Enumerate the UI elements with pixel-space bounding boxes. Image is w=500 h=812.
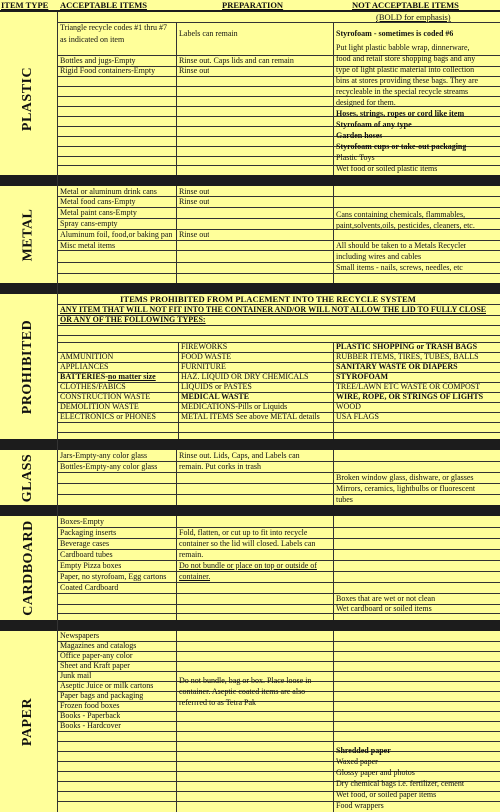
row-line: [57, 731, 500, 732]
not-acceptable-item: Garden hoses: [336, 131, 383, 140]
not-acceptable-item: Styrofoam cups or take-out packaging: [336, 142, 467, 151]
not-acceptable-item: paint,solvents,oils, pesticides, cleaners, etc.: [336, 221, 475, 230]
preparation-note: container.: [179, 572, 211, 581]
prohibited-item: MEDICATIONS-Pills or Liquids: [181, 402, 288, 411]
paper-label: PAPER: [20, 697, 36, 746]
cardboard-label: CARDBOARD: [20, 520, 36, 616]
not-acceptable-item: Wet food, or soiled paper items: [336, 790, 437, 799]
prohibited-item: APPLIANCES: [60, 362, 109, 371]
acceptable-item: Rigid Food containers-Empty: [60, 66, 156, 75]
acceptable-item: Books - Hardcover: [60, 721, 121, 730]
acceptable-item: Paper bags and packaging: [60, 691, 144, 700]
acceptable-item: Bottles-Empty-any color glass: [60, 462, 158, 471]
acceptable-item: as indicated on item: [60, 35, 125, 44]
row-line: [57, 613, 500, 614]
acceptable-item: Sheet and Kraft paper: [60, 661, 130, 670]
prohibited-item: USA FLAGS: [336, 412, 379, 421]
acceptable-item: Empty Pizza boxes: [60, 561, 122, 570]
column-divider: [176, 22, 177, 175]
row-line: [57, 549, 500, 550]
row-line: [57, 422, 500, 423]
not-acceptable-item: Put light plastic babble wrap, dinnerware,: [336, 43, 470, 52]
prohibited-item: FOOD WASTE: [181, 352, 232, 361]
not-acceptable-item: Small items - nails, screws, needles, etc: [336, 263, 463, 272]
row-line: [57, 721, 500, 722]
preparation-note: remain. Put corks in trash: [179, 462, 261, 471]
section-divider: [0, 439, 500, 450]
acceptable-item: Boxes-Empty: [60, 517, 104, 526]
acceptable-item: Coated Cardboard: [60, 583, 119, 592]
preparation-note: remain.: [179, 550, 204, 559]
column-divider: [178, 342, 179, 439]
prohibited-item: MEDICAL WASTE: [181, 392, 250, 401]
row-line: [57, 701, 500, 702]
row-line: [57, 432, 500, 433]
not-acceptable-item: Boxes that are wet or not clean: [336, 594, 436, 603]
not-acceptable-item: type of light plastic material into collection: [336, 65, 475, 74]
row-line: [57, 106, 500, 107]
glass-label: GLASS: [20, 453, 36, 502]
acceptable-item: Jars-Empty-any color glass: [60, 451, 148, 460]
prohibited-label: PROHIBITED: [20, 319, 36, 414]
acceptable-items-header: ACCEPTABLE ITEMS: [60, 0, 147, 10]
section-divider: [0, 283, 500, 294]
prohibited-item: SANITARY WASTE OR DIAPERS: [336, 362, 458, 371]
acceptable-item: Books - Paperback: [60, 711, 121, 720]
row-line: [57, 741, 500, 742]
prohibited-item: WIRE, ROPE, OR STRINGS OF LIGHTS: [336, 392, 484, 401]
not-acceptable-item: Mirrors, ceramics, lightbulbs or fluorescent: [336, 484, 476, 493]
not-acceptable-item: Wet food or soiled plastic items: [336, 164, 438, 173]
acceptable-item: Aluminum foil, food,or baking pan: [60, 230, 173, 239]
column-divider: [333, 342, 334, 439]
row-line: [57, 494, 500, 495]
preparation-header: PREPARATION: [222, 0, 284, 10]
prohibited-item: CLOTHES/FABICS: [60, 382, 126, 391]
not-acceptable-item: bins at stores providing these bags. They are: [336, 76, 479, 85]
preparation-note: Rinse out: [179, 197, 210, 206]
section-divider: [0, 505, 500, 516]
row-line: [57, 771, 500, 772]
prohibited-item: STYROFOAM: [336, 372, 388, 381]
column-divider: [333, 450, 334, 505]
acceptable-item: Magazines and catalogs: [60, 641, 137, 650]
column-divider: [176, 450, 177, 505]
not-acceptable-item: Dry chemical bags i.e. fertilizer, cement: [336, 779, 465, 788]
preparation-note: Labels can remain: [179, 29, 238, 38]
prohibited-item: METAL ITEMS See above METAL details: [181, 412, 320, 421]
not-acceptable-item: Glossy paper and photos: [336, 768, 415, 777]
row-line: [57, 273, 500, 274]
acceptable-item: Triangle recycle codes #1 thru #7: [60, 23, 168, 32]
acceptable-item: Cardboard tubes: [60, 550, 113, 559]
section-divider: [0, 620, 500, 631]
row-line: [57, 335, 500, 336]
prohibited-item: FIREWORKS: [181, 342, 228, 351]
prohibited-item: TREE/LAWN ETC WASTE OR COMPOST: [336, 382, 481, 391]
acceptable-item: Bottles and jugs-Empty: [60, 56, 136, 65]
prohibited-item: PLASTIC SHOPPING or TRASH BAGS: [336, 342, 478, 351]
preparation-note: Rinse out: [179, 230, 210, 239]
preparation-note: Rinse out. Lids, Caps, and Labels can: [179, 451, 300, 460]
not-acceptable-item: designed for them.: [336, 98, 396, 107]
prohibited-item: BATTERIES-no matter size: [60, 372, 156, 381]
bold-emphasis-note: (BOLD for emphasis): [376, 12, 451, 22]
row-line: [57, 711, 500, 712]
section-divider: [0, 175, 500, 186]
preparation-note: container. Aseptic coated items are also: [179, 687, 306, 696]
preparation-note: Rinse out: [179, 187, 210, 196]
acceptable-item: Junk mail: [60, 671, 92, 680]
column-divider: [176, 186, 177, 283]
not-acceptable-item: Plastic Toys: [336, 153, 375, 162]
prohibited-title: ITEMS PROHIBITED FROM PLACEMENT INTO THE RECYCLE SYSTEM: [120, 294, 416, 304]
not-acceptable-item: Shredded paper: [336, 746, 391, 755]
not-acceptable-item: including wires and cables: [336, 252, 422, 261]
row-line: [57, 126, 500, 127]
not-acceptable-header: NOT ACCEPTABLE ITEMS: [352, 0, 459, 10]
prohibited-item: RUBBER ITEMS, TIRES, TUBES, BALLS: [336, 352, 479, 361]
acceptable-item: Frozen food boxes: [60, 701, 120, 710]
not-acceptable-item: Broken window glass, dishware, or glasses: [336, 473, 474, 482]
preparation-note: Fold, flatten, or cut up to fit into recycle: [179, 528, 308, 537]
acceptable-item: Newspapers: [60, 631, 100, 640]
header-rule: [0, 10, 500, 12]
prohibited-item: HAZ. LIQUID OR DRY CHEMICALS: [181, 372, 309, 381]
not-acceptable-item: Food wrappers: [336, 801, 384, 810]
row-line: [57, 671, 500, 672]
acceptable-item: Metal or aluminum drink cans: [60, 187, 157, 196]
row-line: [57, 582, 500, 583]
prohibited-rule-line: ANY ITEM THAT WILL NOT FIT INTO THE CONTAINER AND/OR WILL NOT ALLOW THE LID TO FULLY CLOSE: [60, 305, 487, 314]
acceptable-item: Metal paint cans-Empty: [60, 208, 137, 217]
plastic-label: PLASTIC: [20, 66, 36, 131]
prohibited-rule-line: OR ANY OF THE FOLLOWING TYPES:: [60, 315, 206, 324]
acceptable-item: Aseptic Juice or milk cartons: [60, 681, 154, 690]
preparation-note: referrred to as Tetra Pak: [179, 698, 257, 707]
row-line: [57, 604, 500, 605]
row-line: [57, 761, 500, 762]
acceptable-item: Beverage cases: [60, 539, 110, 548]
prohibited-item: ELECTRONICS or PHONES: [60, 412, 157, 421]
acceptable-item: Paper, no styrofoam, Egg cartons: [60, 572, 167, 581]
preparation-note: Do not bundle or place on top or outside of: [179, 561, 317, 570]
not-acceptable-item: food and retail store shopping bags and any: [336, 54, 476, 63]
acceptable-item: Office paper-any color: [60, 651, 133, 660]
item-type-header: ITEM TYPE: [1, 0, 49, 10]
row-line: [57, 136, 500, 137]
not-acceptable-item: All should be taken to a Metals Recycler: [336, 241, 467, 250]
acceptable-item: Packaging inserts: [60, 528, 117, 537]
preparation-note: container so the lid will closed. Labels can: [179, 539, 316, 548]
prohibited-item: FURNITURE: [181, 362, 226, 371]
column-divider: [333, 186, 334, 283]
not-acceptable-item: Styrofoam of any type: [336, 120, 412, 129]
not-acceptable-item: Styrofoam - sometimes is coded #6: [336, 29, 454, 38]
prohibited-item: AMMUNITION: [60, 352, 114, 361]
not-acceptable-item: Wet cardboard or soiled items: [336, 604, 432, 613]
prohibited-item: CONSTRUCTION WASTE: [60, 392, 151, 401]
not-acceptable-item: tubes: [336, 495, 353, 504]
not-acceptable-item: Waxed paper: [336, 757, 378, 766]
preparation-note: Do not bundle, bag or box. Place loose in: [179, 676, 312, 685]
prohibited-item: DEMOLITION WASTE: [60, 402, 139, 411]
row-line: [57, 325, 500, 326]
metal-label: METAL: [20, 208, 36, 261]
not-acceptable-item: Hoses, strings, ropes or cord like item: [336, 109, 465, 118]
prohibited-item: WOOD: [336, 402, 361, 411]
acceptable-item: Misc metal items: [60, 241, 116, 250]
acceptable-item: Spray cans-empty: [60, 219, 118, 228]
not-acceptable-item: Cans containing chemicals, flammables,: [336, 210, 466, 219]
acceptable-item: Metal food cans-Empty: [60, 197, 136, 206]
preparation-note: Rinse out: [179, 66, 210, 75]
column-divider: [333, 22, 334, 175]
row-line: [57, 801, 500, 802]
preparation-note: Rinse out. Caps lids and can remain: [179, 56, 294, 65]
row-line: [57, 156, 500, 157]
not-acceptable-item: recycleable in the special recycle streams: [336, 87, 469, 96]
row-line: [57, 751, 500, 752]
prohibited-item: LIQUIDS or PASTES: [181, 382, 252, 391]
